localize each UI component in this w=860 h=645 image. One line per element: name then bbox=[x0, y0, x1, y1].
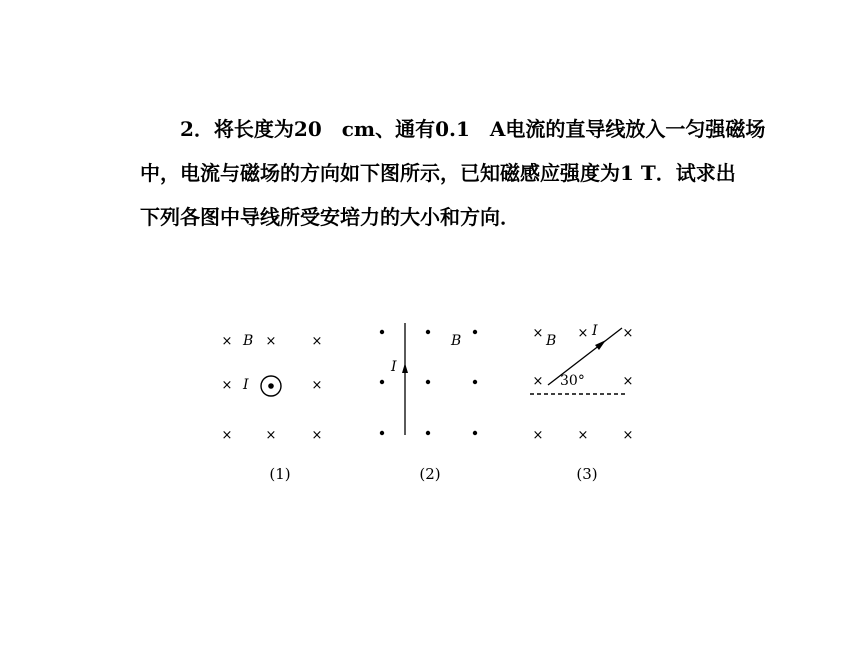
current-arrow-up bbox=[402, 363, 408, 373]
current-label: I bbox=[592, 323, 598, 339]
field-label: B bbox=[243, 333, 254, 349]
current-label: I bbox=[391, 359, 397, 375]
cross-mark: × bbox=[221, 378, 233, 393]
dot-mark bbox=[473, 431, 477, 435]
dot-mark bbox=[380, 330, 384, 334]
cross-mark: × bbox=[532, 326, 544, 341]
figure-2-diagram bbox=[365, 315, 495, 485]
current-out-dot bbox=[268, 383, 274, 389]
dot-mark bbox=[473, 380, 477, 384]
cross-mark: × bbox=[265, 334, 277, 349]
figure-3-diagram bbox=[522, 315, 652, 485]
problem-line-3: 下列各图中导线所受安培力的大小和方向． bbox=[140, 205, 520, 229]
problem-text bbox=[140, 107, 820, 239]
figure-3 bbox=[522, 315, 652, 485]
cross-mark: × bbox=[311, 378, 323, 393]
cross-mark: × bbox=[577, 428, 589, 443]
cross-mark: × bbox=[532, 374, 544, 389]
figure-2 bbox=[365, 315, 495, 485]
cross-mark: × bbox=[577, 326, 589, 341]
cross-mark: × bbox=[622, 326, 634, 341]
dot-mark bbox=[380, 431, 384, 435]
cross-mark: × bbox=[532, 428, 544, 443]
cross-mark: × bbox=[221, 428, 233, 443]
figure-1-diagram bbox=[215, 315, 345, 485]
field-label: B bbox=[546, 333, 557, 349]
angle-label: 30° bbox=[560, 373, 585, 389]
cross-mark: × bbox=[311, 428, 323, 443]
dot-mark bbox=[426, 431, 430, 435]
cross-mark: × bbox=[265, 428, 277, 443]
current-arrow bbox=[595, 340, 606, 350]
cross-mark: × bbox=[622, 374, 634, 389]
dot-mark bbox=[426, 330, 430, 334]
dot-mark bbox=[380, 380, 384, 384]
field-out-of-page-marks bbox=[380, 330, 477, 435]
dot-mark bbox=[426, 380, 430, 384]
cross-mark: × bbox=[311, 334, 323, 349]
dot-mark bbox=[473, 330, 477, 334]
figure-1-caption: (1) bbox=[269, 465, 291, 483]
figure-1 bbox=[215, 315, 345, 485]
figure-2-caption: (2) bbox=[419, 465, 441, 483]
problem-line-1: 2．将长度为20 cm、通有0.1 A电流的直导线放入一匀强磁场 bbox=[180, 117, 766, 141]
field-label: B bbox=[451, 333, 462, 349]
cross-mark: × bbox=[221, 334, 233, 349]
figure-3-caption: (3) bbox=[576, 465, 598, 483]
problem-line-2: 中，电流与磁场的方向如下图所示，已知磁感应强度为1 T．试求出 bbox=[140, 161, 736, 185]
cross-mark: × bbox=[622, 428, 634, 443]
current-label: I bbox=[243, 377, 249, 393]
